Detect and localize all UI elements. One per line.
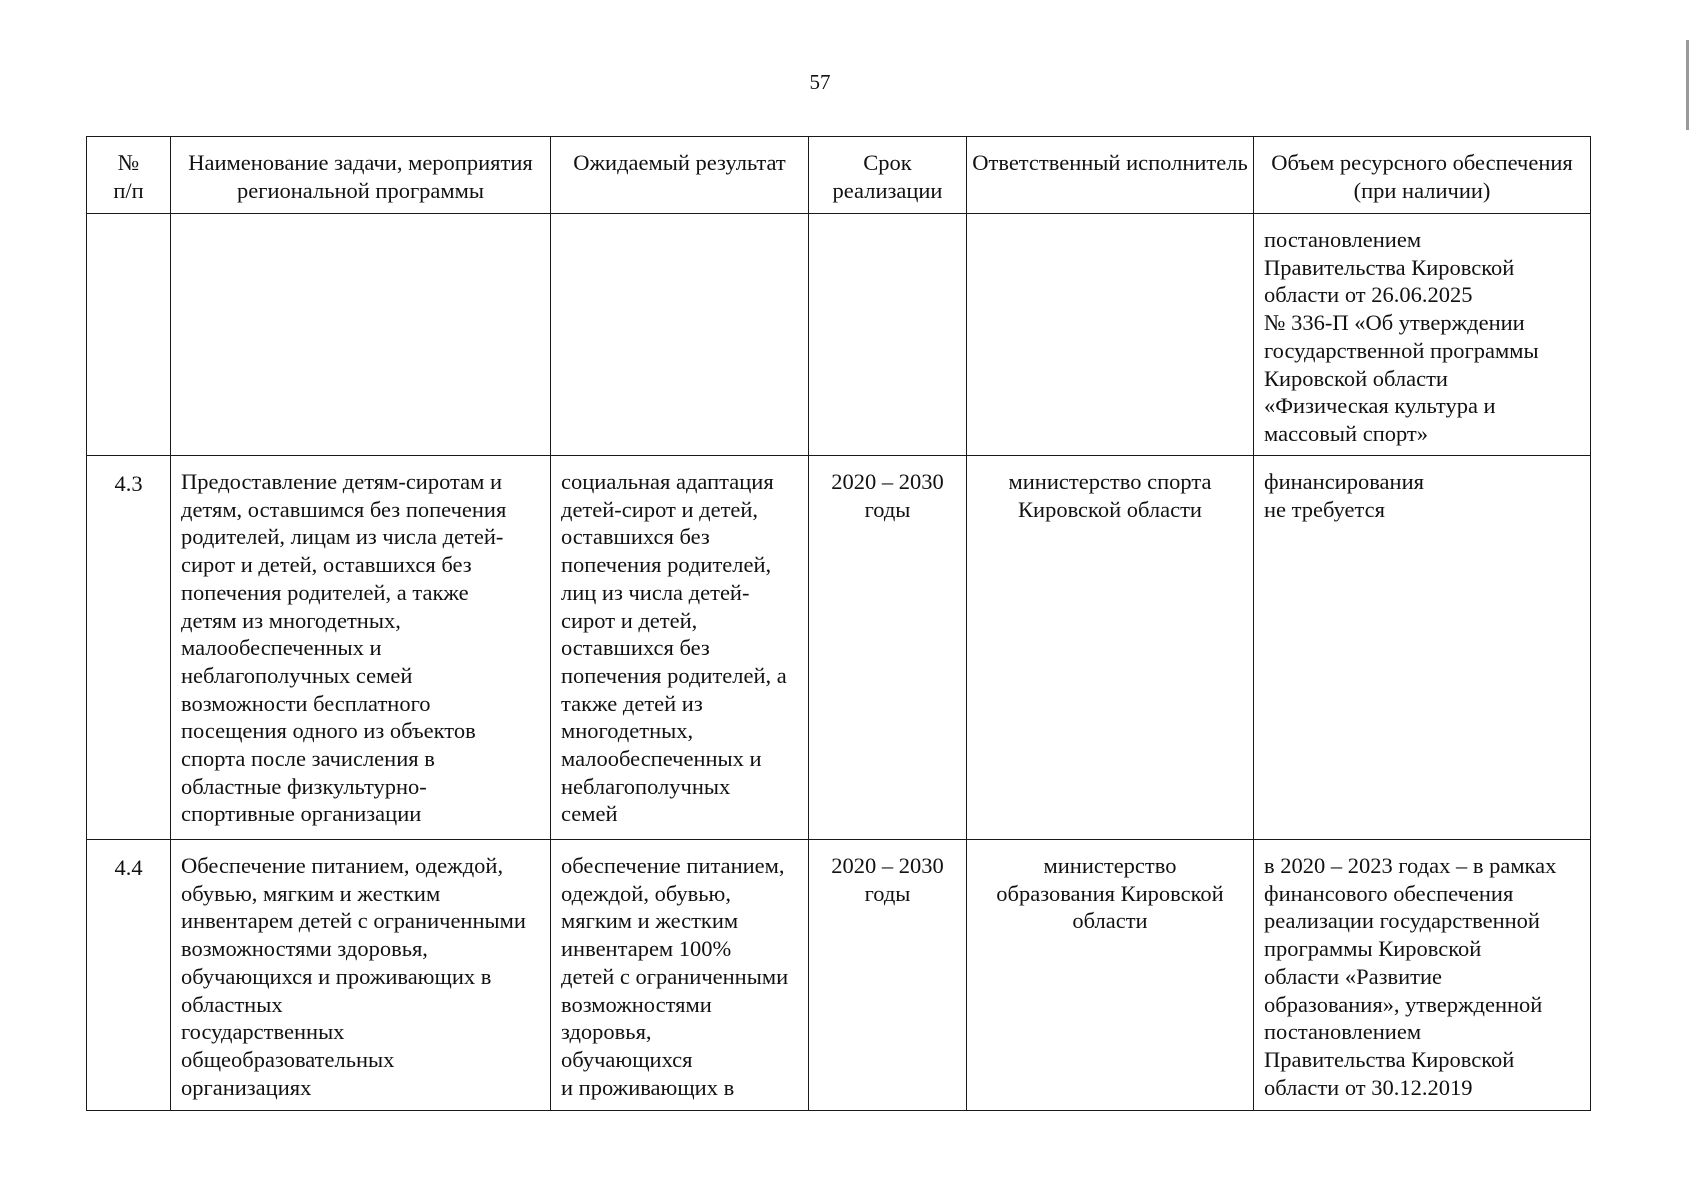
cell-task-name: Предоставление детям-сиротам и детям, оставшимся без попечения родителей, лицам из числа детей- сирот и детей, оставшихся без попечения родителей, а также детям из многодетных, малообеспеченных и неблагополучных семей возможности бесплатного посещения одного из объектов спорта после зачисления в областные физкультурно- спортивные организации — [171, 456, 551, 840]
cell-expected-result: обеспечение питанием, одеждой, обувью, мягким и жестким инвентарем 100% детей с ограниченными возможностями здоровья, обучающихся и проживающих в — [551, 840, 809, 1111]
cell-term — [809, 214, 967, 456]
header-responsible: Ответственный исполнитель — [967, 137, 1254, 214]
table-row — [87, 214, 1591, 456]
scan-edge-mark — [1686, 40, 1689, 130]
cell-number: 4.4 — [87, 840, 171, 1111]
cell-expected-result — [551, 214, 809, 456]
cell-term: 2020 – 2030 годы — [809, 840, 967, 1111]
header-expected-result: Ожидаемый результат — [551, 137, 809, 214]
cell-resources: в 2020 – 2023 годах – в рамках финансового обеспечения реализации государственной программы Кировской области «Развитие образования», утвержденной постановлением Правительства Кировской области от 30.12.2019 — [1254, 840, 1591, 1111]
cell-expected-result: социальная адаптация детей-сирот и детей, оставшихся без попечения родителей, лиц из числа детей- сирот и детей, оставшихся без попечения родителей, а также детей из многодетных, малообеспеченных и неблагополучных семей — [551, 456, 809, 840]
cell-responsible: министерство образования Кировской области — [967, 840, 1254, 1111]
table-row — [87, 456, 1591, 840]
cell-resources: постановлением Правительства Кировской области от 26.06.2025 № 336-П «Об утверждении государственной программы Кировской области «Физическая культура и массовый спорт» — [1254, 214, 1591, 456]
header-term: Срок реализации — [809, 137, 967, 214]
cell-resources: финансирования не требуется — [1254, 456, 1591, 840]
cell-responsible: министерство спорта Кировской области — [967, 456, 1254, 840]
cell-number: 4.3 — [87, 456, 171, 840]
cell-number — [87, 214, 171, 456]
header-resources: Объем ресурсного обеспечения (при наличии) — [1254, 137, 1591, 214]
cell-responsible — [967, 214, 1254, 456]
table-row — [87, 840, 1591, 1111]
cell-task-name: Обеспечение питанием, одеждой, обувью, мягким и жестким инвентарем детей с ограниченными возможностями здоровья, обучающихся и проживающих в областных государственных общеобразовательных организациях — [171, 840, 551, 1111]
page-number: 57 — [809, 70, 831, 94]
table-header-row — [87, 137, 1591, 214]
header-task-name: Наименование задачи, мероприятия региональной программы — [171, 137, 551, 214]
cell-task-name — [171, 214, 551, 456]
cell-term: 2020 – 2030 годы — [809, 456, 967, 840]
header-number: № п/п — [87, 137, 171, 214]
program-table — [86, 136, 1591, 1111]
